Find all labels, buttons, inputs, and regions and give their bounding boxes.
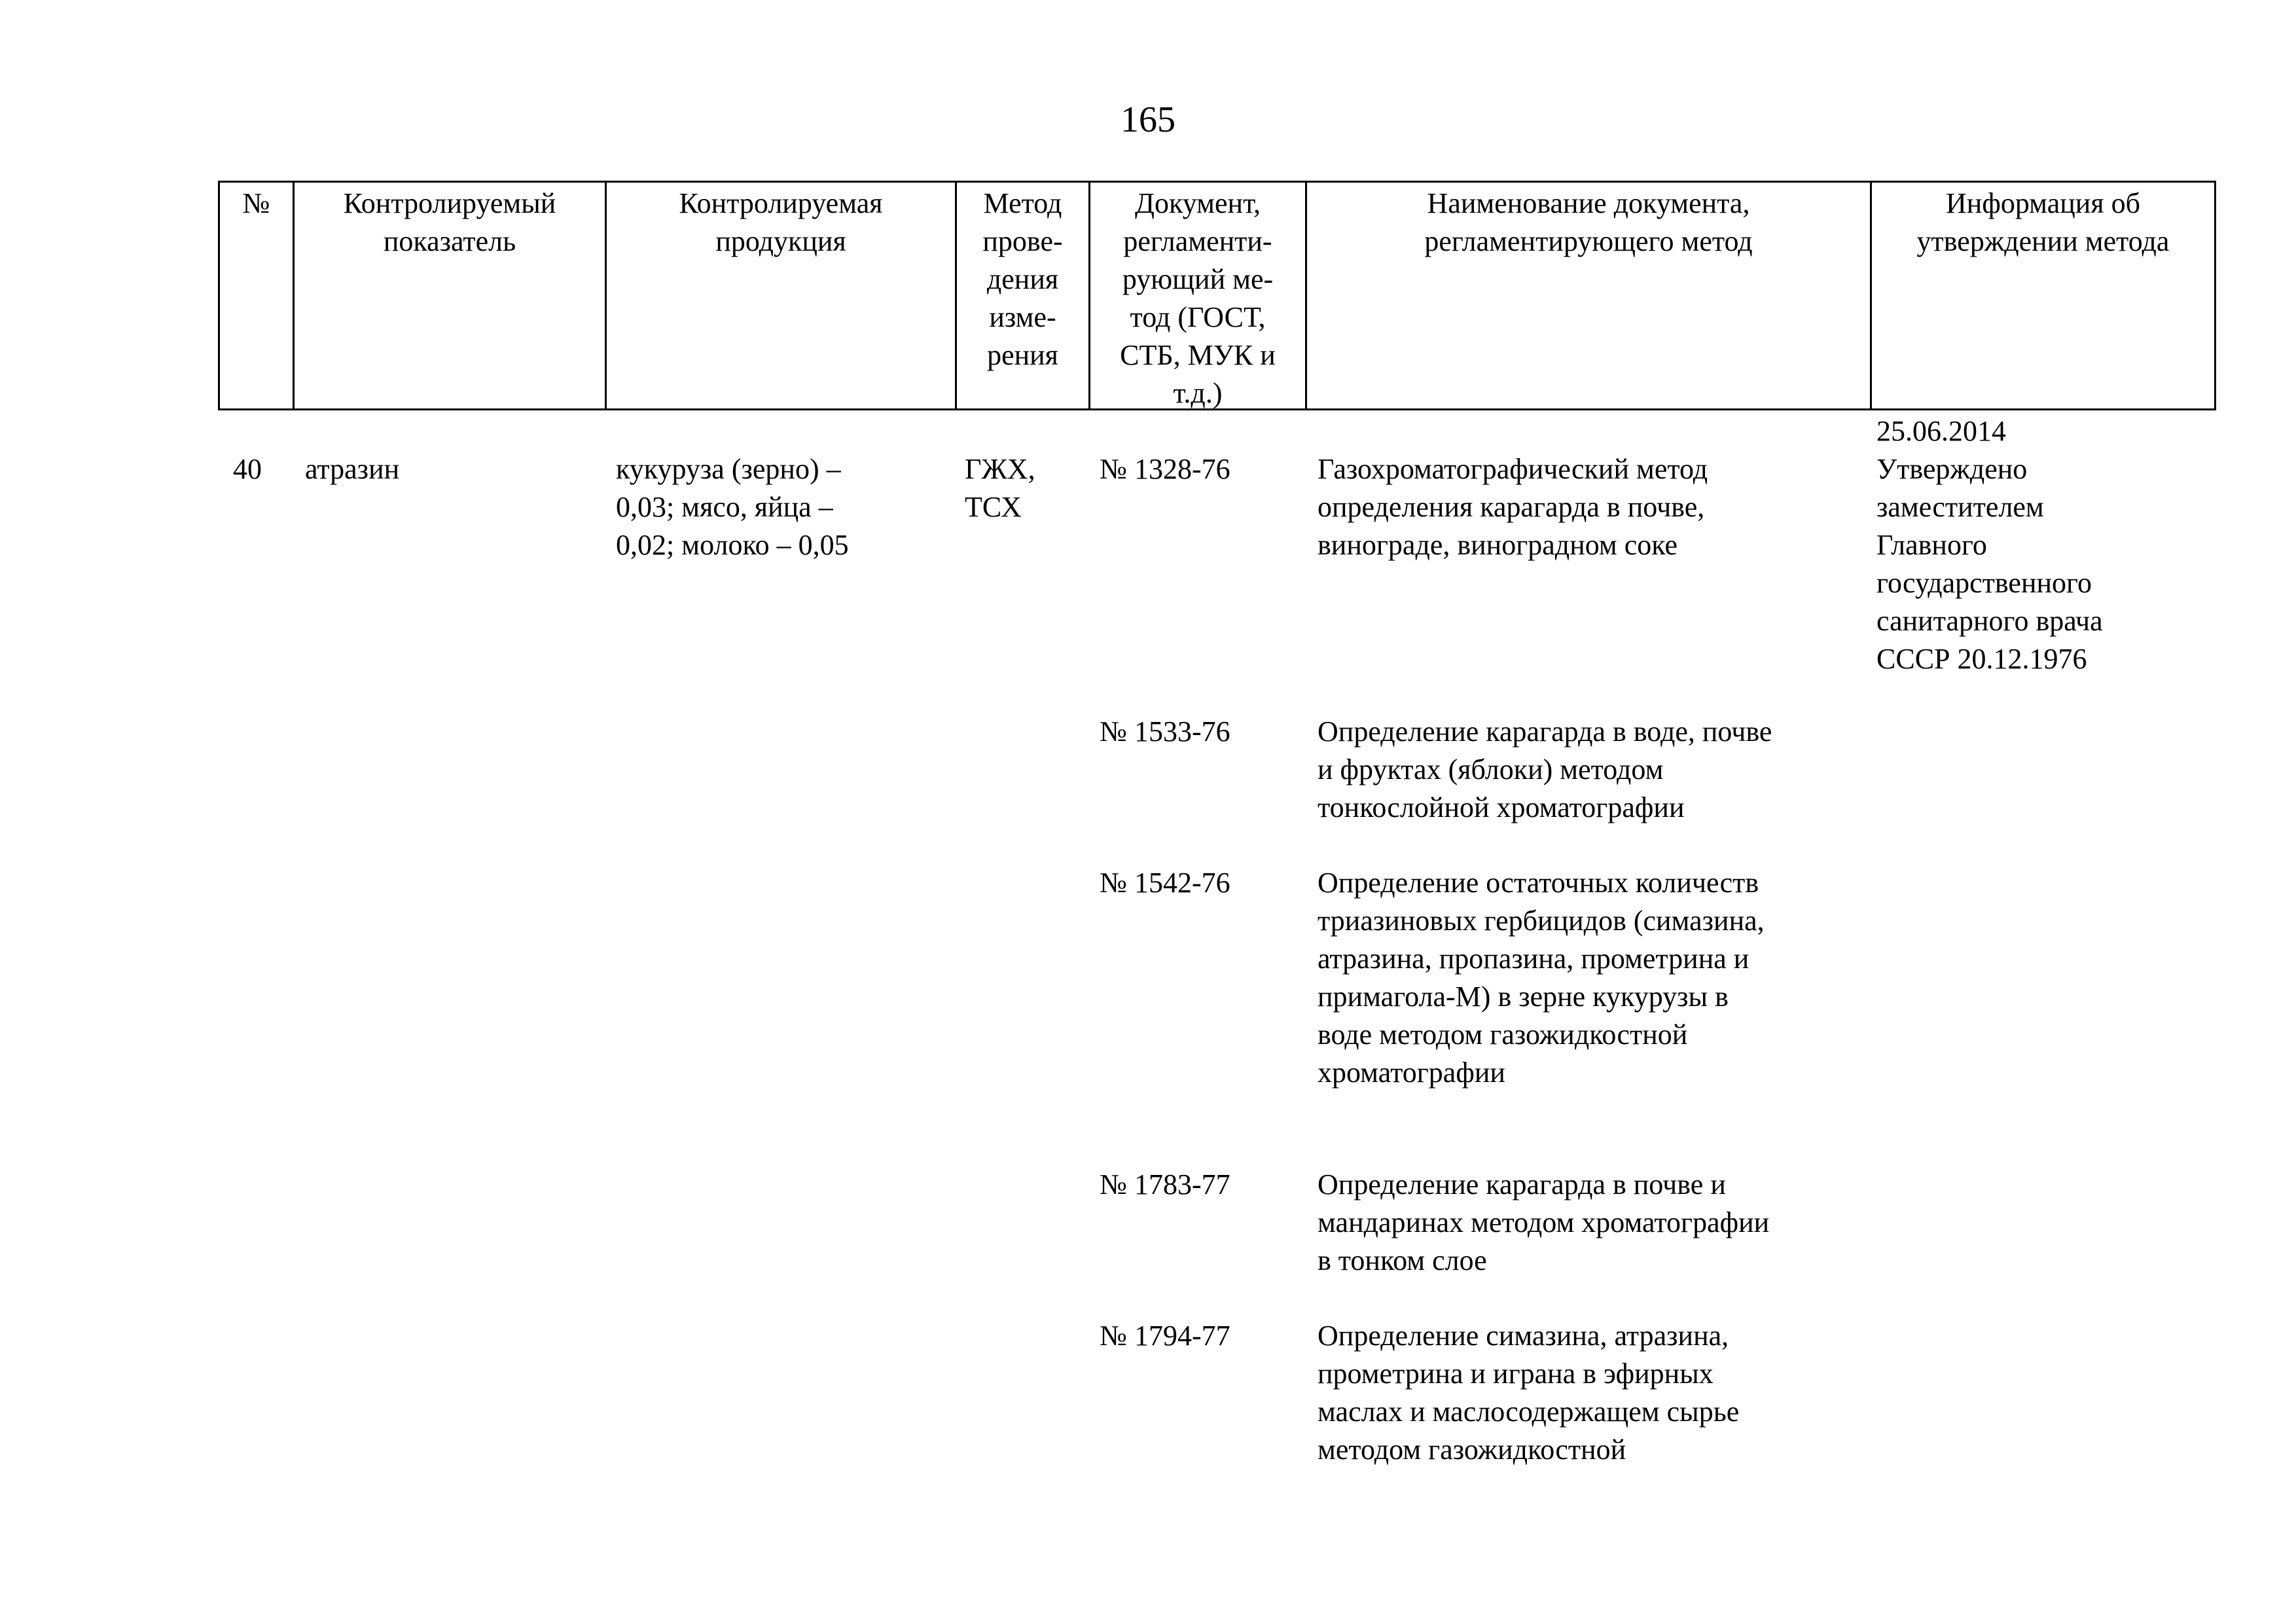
header-line: Наименование документа, xyxy=(1427,187,1750,219)
header-line: продукция xyxy=(715,225,846,257)
header-line: СТБ, МУК и xyxy=(1120,339,1276,371)
approval-line: СССР 20.12.1976 xyxy=(1876,643,2087,675)
document-name-line: триазиновых гербицидов (симазина, xyxy=(1318,905,1765,937)
document-name-line: Определение симазина, атразина, xyxy=(1318,1320,1729,1352)
header-line: прове- xyxy=(982,225,1063,257)
document-name-line: в тонком слое xyxy=(1318,1244,1487,1276)
document-name-line: примагола-М) в зерне кукурузы в xyxy=(1318,981,1729,1013)
row-method xyxy=(965,450,1035,526)
document-name xyxy=(1318,713,1772,827)
document-name xyxy=(1318,1166,1769,1280)
header-line: Метод xyxy=(983,187,1062,219)
header-line: изме- xyxy=(989,301,1056,333)
approval-line: государственного xyxy=(1876,567,2092,599)
header-cell-approval xyxy=(1870,183,2214,408)
header-line: Контролируемый xyxy=(343,187,556,219)
document-number: № 1794-77 xyxy=(1100,1320,1230,1352)
header-line: регламенти- xyxy=(1123,225,1272,257)
product-line: 0,03; мясо, яйца – xyxy=(616,491,833,523)
header-line: утверждении метода xyxy=(1916,225,2170,257)
header-cell-method xyxy=(955,183,1088,408)
header-cell-number xyxy=(220,183,293,408)
header-cell-product xyxy=(605,183,955,408)
header-line: рения xyxy=(987,339,1058,371)
row-product xyxy=(616,450,849,564)
header-line: Документ, xyxy=(1134,187,1261,219)
product-line: 0,02; молоко – 0,05 xyxy=(616,529,849,561)
approval-line: Главного xyxy=(1876,529,1987,561)
table-header xyxy=(218,181,2216,410)
approval-line: 25.06.2014 xyxy=(1876,415,2006,447)
approval-line: санитарного врача xyxy=(1876,605,2103,637)
document-name-line: методом газожидкостной xyxy=(1318,1434,1626,1466)
document-name-line: атразина, пропазина, прометрина и xyxy=(1318,943,1749,975)
header-line: № xyxy=(242,187,270,219)
document-number: № 1542-76 xyxy=(1100,867,1230,899)
header-line: дения xyxy=(986,263,1059,295)
method-line: ТСХ xyxy=(965,491,1022,523)
approval-line: заместителем xyxy=(1876,491,2044,523)
header-cell-indicator xyxy=(293,183,605,408)
document-name xyxy=(1318,1317,1739,1469)
header-line: показатель xyxy=(383,225,516,257)
document-number: № 1783-77 xyxy=(1100,1168,1230,1200)
document-number: № 1328-76 xyxy=(1100,453,1230,485)
document-name-line: тонкослойной хроматографии xyxy=(1318,791,1685,823)
row-approval xyxy=(1876,412,2103,678)
page-number: 165 xyxy=(1121,99,1175,140)
document-name-line: маслах и маслосодержащем сырье xyxy=(1318,1396,1740,1428)
row-indicator: атразин xyxy=(305,453,400,485)
header-line: рующий ме- xyxy=(1122,263,1274,295)
document-name-line: Определение карагарда в воде, почве xyxy=(1318,715,1772,748)
document-name-line: Определение карагарда в почве и xyxy=(1318,1168,1726,1200)
document-name-line: воде методом газожидкостной xyxy=(1318,1019,1688,1051)
header-line: Информация об xyxy=(1946,187,2140,219)
document-number: № 1533-76 xyxy=(1100,715,1230,748)
row-number: 40 xyxy=(233,453,262,485)
header-cell-document xyxy=(1088,183,1305,408)
document-name-line: и фруктах (яблоки) методом xyxy=(1318,753,1664,785)
document-name-line: определения карагарда в почве, xyxy=(1318,491,1705,523)
header-line: регламентирующего метод xyxy=(1424,225,1753,257)
header-line: тод (ГОСТ, xyxy=(1130,301,1266,333)
document-name xyxy=(1318,864,1765,1092)
method-line: ГЖХ, xyxy=(965,453,1035,485)
document-name-line: мандаринах методом хроматографии xyxy=(1318,1206,1770,1238)
document-name xyxy=(1318,450,1708,564)
header-line: Контролируемая xyxy=(679,187,883,219)
document-name-line: Газохроматографический метод xyxy=(1318,453,1708,485)
header-cell-doc-name xyxy=(1305,183,1870,408)
header-line: т.д.) xyxy=(1173,377,1223,409)
product-line: кукуруза (зерно) – xyxy=(616,453,841,485)
document-name-line: винограде, виноградном соке xyxy=(1318,529,1678,561)
approval-line: Утверждено xyxy=(1876,453,2028,485)
document-name-line: Определение остаточных количеств xyxy=(1318,867,1759,899)
document-name-line: хроматографии xyxy=(1318,1056,1505,1089)
document-name-line: прометрина и играна в эфирных xyxy=(1318,1358,1713,1390)
